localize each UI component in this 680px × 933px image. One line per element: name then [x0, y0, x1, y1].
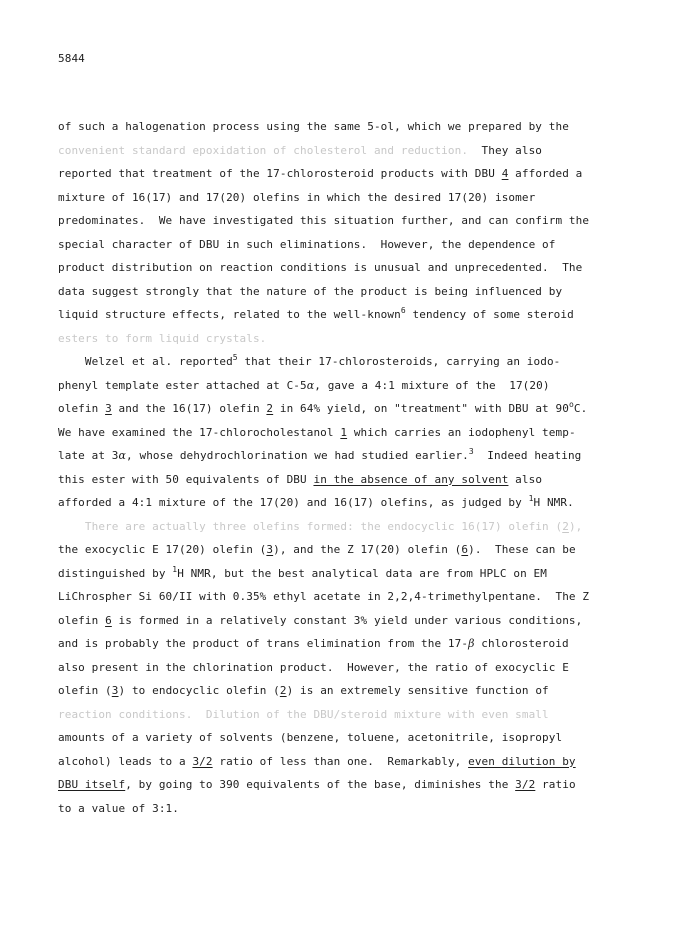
text-segment: of such a halogenation process using the same 5-ol, which we prepared by the — [58, 120, 569, 133]
text-segment: 3 — [105, 402, 112, 415]
text-line — [58, 637, 569, 650]
text-line — [58, 802, 179, 815]
text-segment: in 64% yield, on "treatment" with DBU at 90 — [273, 402, 569, 415]
text-segment: distinguished by — [58, 566, 173, 580]
text-segment: convenient standard epoxidation of cholesterol and reduction. — [58, 143, 469, 157]
text-segment: 6 — [461, 543, 469, 556]
text-segment: ) is an extremely sensitive function of — [286, 684, 549, 697]
text-segment: to a value of 3:1. — [58, 801, 180, 815]
text-line — [58, 473, 542, 486]
text-segment: 3/2 — [192, 754, 213, 768]
text-segment: DBU itself — [58, 778, 126, 791]
text-line — [58, 496, 574, 509]
text-segment: olefin ( — [58, 684, 112, 697]
superscript: 1 — [528, 494, 534, 503]
text-line — [58, 543, 576, 556]
text-segment: , gave a 4:1 mixture of the 17(20) — [314, 378, 550, 392]
text-segment: They also — [468, 143, 543, 157]
text-segment: ). These can be — [468, 543, 576, 556]
text-line — [58, 661, 569, 674]
text-segment: late at 3 — [58, 449, 119, 462]
text-segment: also present in the chlorination product. However, the ratio of exocyclic E — [58, 660, 569, 674]
text-segment: Indeed heating — [473, 449, 582, 462]
text-segment: also — [508, 472, 543, 486]
text-segment: liquid structure effects, related to the well-known — [58, 308, 401, 321]
text-line — [58, 778, 576, 791]
text-segment: C. — [573, 402, 588, 415]
text-line — [58, 708, 549, 721]
text-segment: predominates. We have investigated this situation further, and can confirm the — [58, 214, 590, 227]
text-segment: afforded a 4:1 mixture of the 17(20) and 16(17) olefins, as judged by — [58, 496, 529, 509]
text-line — [58, 261, 582, 274]
page-number: 5844 — [58, 52, 85, 65]
text-segment: 2 — [266, 402, 274, 415]
text-segment: esters to form liquid crystals. — [58, 331, 267, 345]
text-segment: and is probably the product of trans elimination from the 17- — [58, 637, 469, 650]
text-line — [58, 755, 576, 768]
superscript: 5 — [232, 353, 238, 362]
text-line — [58, 614, 582, 627]
text-segment: chlorosteroid — [474, 637, 569, 650]
text-segment: H NMR. — [533, 496, 574, 509]
text-segment: ), and the Z 17(20) olefin ( — [273, 543, 462, 556]
text-segment: α — [306, 378, 315, 392]
text-segment: ) to endocyclic olefin ( — [118, 684, 280, 697]
text-segment: reaction conditions. Dilution of the DBU/steroid mixture with even small — [58, 707, 549, 721]
text-line — [58, 238, 555, 251]
text-segment: 3 — [111, 684, 119, 697]
text-segment: and the 16(17) olefin — [111, 402, 267, 415]
text-line — [58, 402, 587, 415]
text-line — [58, 355, 560, 368]
text-segment: β — [468, 637, 475, 650]
text-segment: phenyl template ester attached at C-5 — [58, 378, 307, 392]
text-line — [58, 332, 266, 345]
text-segment: 3/2 — [515, 778, 536, 791]
text-line — [58, 120, 569, 133]
text-segment: afforded a — [508, 167, 583, 180]
text-line — [58, 684, 549, 697]
text-segment: 2 — [279, 684, 287, 697]
text-line — [58, 590, 589, 603]
text-line — [58, 214, 589, 227]
text-segment: LiChrospher Si 60/II with 0.35% ethyl acetate in 2,2,4-trimethylpentane. The Z — [58, 590, 590, 603]
text-segment: We have examined the 17-chlorocholestanol — [58, 425, 341, 439]
text-segment: There are actually three olefins formed: the endocyclic 16(17) olefin ( — [58, 519, 563, 533]
text-segment: reported that treatment of the 17-chlorosteroid products with DBU — [58, 167, 502, 180]
text-segment: ratio of less than one. Remarkably, — [212, 754, 469, 768]
text-segment: product distribution on reaction conditions is unusual and unprecedented. The — [58, 261, 583, 274]
text-line — [58, 564, 547, 580]
text-segment: α — [118, 449, 127, 462]
text-segment: alcohol) leads to a — [58, 754, 193, 768]
text-line — [58, 520, 582, 533]
text-segment: ratio — [535, 778, 576, 791]
text-segment: data suggest strongly that the nature of the product is being influenced by — [58, 284, 563, 298]
text-segment: olefin — [58, 613, 106, 627]
text-segment: , by going to 390 equivalents of the base, diminishes the — [125, 778, 516, 791]
text-line — [58, 308, 574, 321]
text-line — [58, 191, 535, 204]
text-segment: , whose dehydrochlorination we had studied earlier. — [126, 449, 469, 462]
text-segment: in the absence of any solvent — [313, 472, 509, 486]
text-segment: even dilution by — [468, 754, 576, 768]
text-line — [58, 167, 582, 180]
text-line — [58, 144, 542, 157]
text-segment: 6 — [105, 613, 112, 627]
text-segment: which carries an iodophenyl temp- — [347, 425, 576, 439]
text-segment: 3 — [266, 543, 274, 556]
text-segment: this ester with 50 equivalents of DBU — [58, 472, 314, 486]
text-segment: tendency of some steroid — [405, 308, 574, 321]
superscript: 1 — [172, 564, 178, 574]
text-segment: 1 — [340, 425, 348, 439]
text-line — [58, 426, 576, 439]
text-line — [58, 731, 562, 744]
text-segment: ), — [568, 519, 583, 533]
text-segment: olefin — [58, 402, 106, 415]
superscript: 3 — [468, 447, 474, 456]
text-segment: H NMR, but the best analytical data are from HPLC on EM — [177, 566, 547, 580]
text-segment: 4 — [501, 167, 509, 180]
text-segment: amounts of a variety of solvents (benzene, toluene, acetonitrile, isopropyl — [58, 731, 563, 744]
text-line — [58, 449, 581, 462]
text-segment: is formed in a relatively constant 3% yield under various conditions, — [111, 613, 583, 627]
text-segment: the exocyclic E 17(20) olefin ( — [58, 543, 267, 556]
superscript: o — [568, 400, 574, 409]
superscript: 6 — [400, 306, 406, 315]
text-segment: Welzel et al. reported — [58, 355, 233, 368]
text-segment: that their 17-chlorosteroids, carrying an iodo- — [237, 355, 561, 368]
text-segment: 2 — [562, 519, 569, 533]
text-line — [58, 379, 550, 392]
text-segment: mixture of 16(17) and 17(20) olefins in which the desired 17(20) isomer — [58, 190, 536, 204]
text-line — [58, 285, 562, 298]
text-segment: special character of DBU in such eliminations. However, the dependence of — [58, 237, 556, 251]
